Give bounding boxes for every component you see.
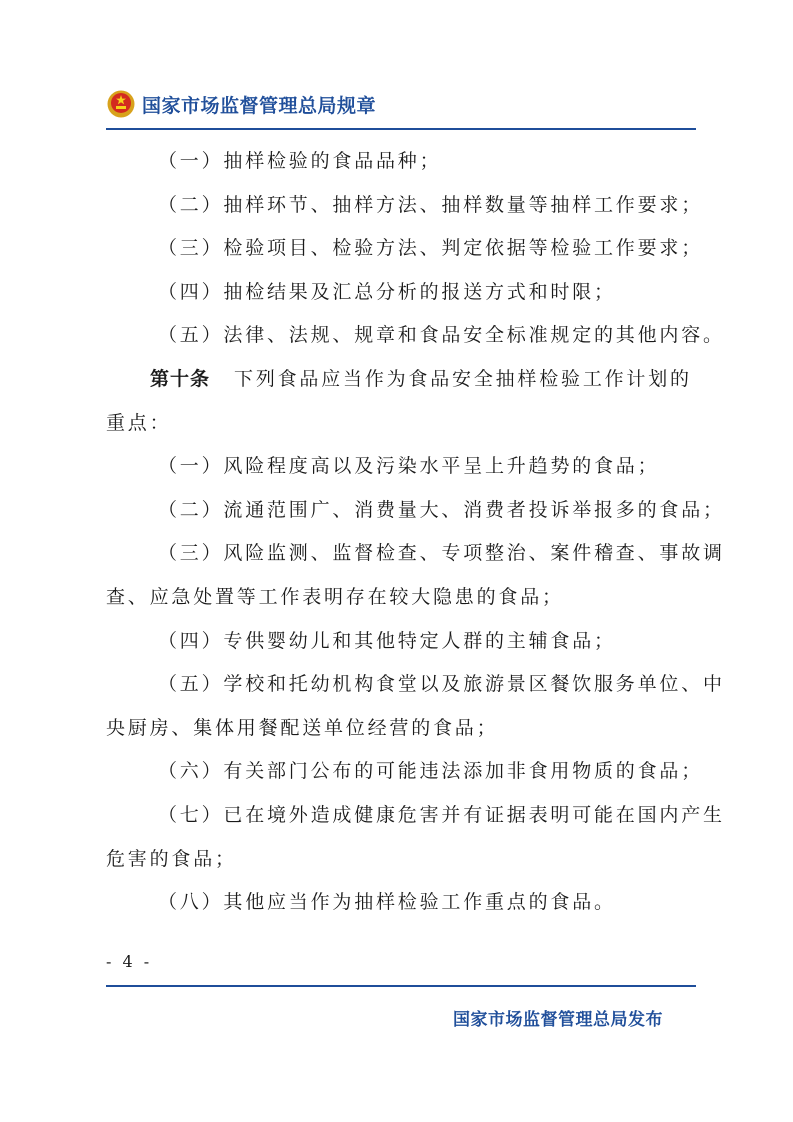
list-item: （六）有关部门公布的可能违法添加非食用物质的食品； xyxy=(158,760,704,783)
list-item: （四）抽检结果及汇总分析的报送方式和时限； xyxy=(158,280,616,303)
list-item: （五）学校和托幼机构食堂以及旅游景区餐饮服务单位、中 xyxy=(158,673,725,696)
list-item: （七）已在境外造成健康危害并有证据表明可能在国内产生 xyxy=(158,803,725,826)
national-emblem-icon xyxy=(106,89,136,119)
continuation-line: 查、应急处置等工作表明存在较大隐患的食品； xyxy=(106,585,564,608)
header-title: 国家市场监督管理总局规章 xyxy=(142,94,377,117)
article-heading-line xyxy=(150,358,710,402)
list-item: （八）其他应当作为抽样检验工作重点的食品。 xyxy=(158,891,616,914)
list-item: （五）法律、法规、规章和食品安全标准规定的其他内容。 xyxy=(158,324,725,347)
continuation-line: 危害的食品； xyxy=(106,847,237,870)
header-divider xyxy=(106,128,696,130)
document-body xyxy=(106,140,725,925)
page-number: - 4 - xyxy=(106,952,153,971)
article-text: 下列食品应当作为食品安全抽样检验工作计划的 xyxy=(234,367,692,390)
article-number: 第十条 xyxy=(150,367,211,390)
list-item: （三）检验项目、检验方法、判定依据等检验工作要求； xyxy=(158,237,704,260)
list-item: （一）抽样检验的食品品种； xyxy=(158,150,442,172)
footer-divider xyxy=(106,985,696,987)
continuation-line: 重点： xyxy=(106,411,172,434)
list-item: （一）风险程度高以及污染水平呈上升趋势的食品； xyxy=(158,455,660,478)
continuation-line: 央厨房、集体用餐配送单位经营的食品； xyxy=(106,716,499,739)
list-item: （四）专供婴幼儿和其他特定人群的主辅食品； xyxy=(158,629,616,652)
footer-publisher: 国家市场监督管理总局发布 xyxy=(453,1010,663,1030)
page-header xyxy=(106,84,376,124)
list-item: （二）流通范围广、消费量大、消费者投诉举报多的食品； xyxy=(158,498,725,521)
list-item: （三）风险监测、监督检查、专项整治、案件稽查、事故调 xyxy=(158,542,725,565)
list-item: （二）抽样环节、抽样方法、抽样数量等抽样工作要求； xyxy=(158,193,704,216)
